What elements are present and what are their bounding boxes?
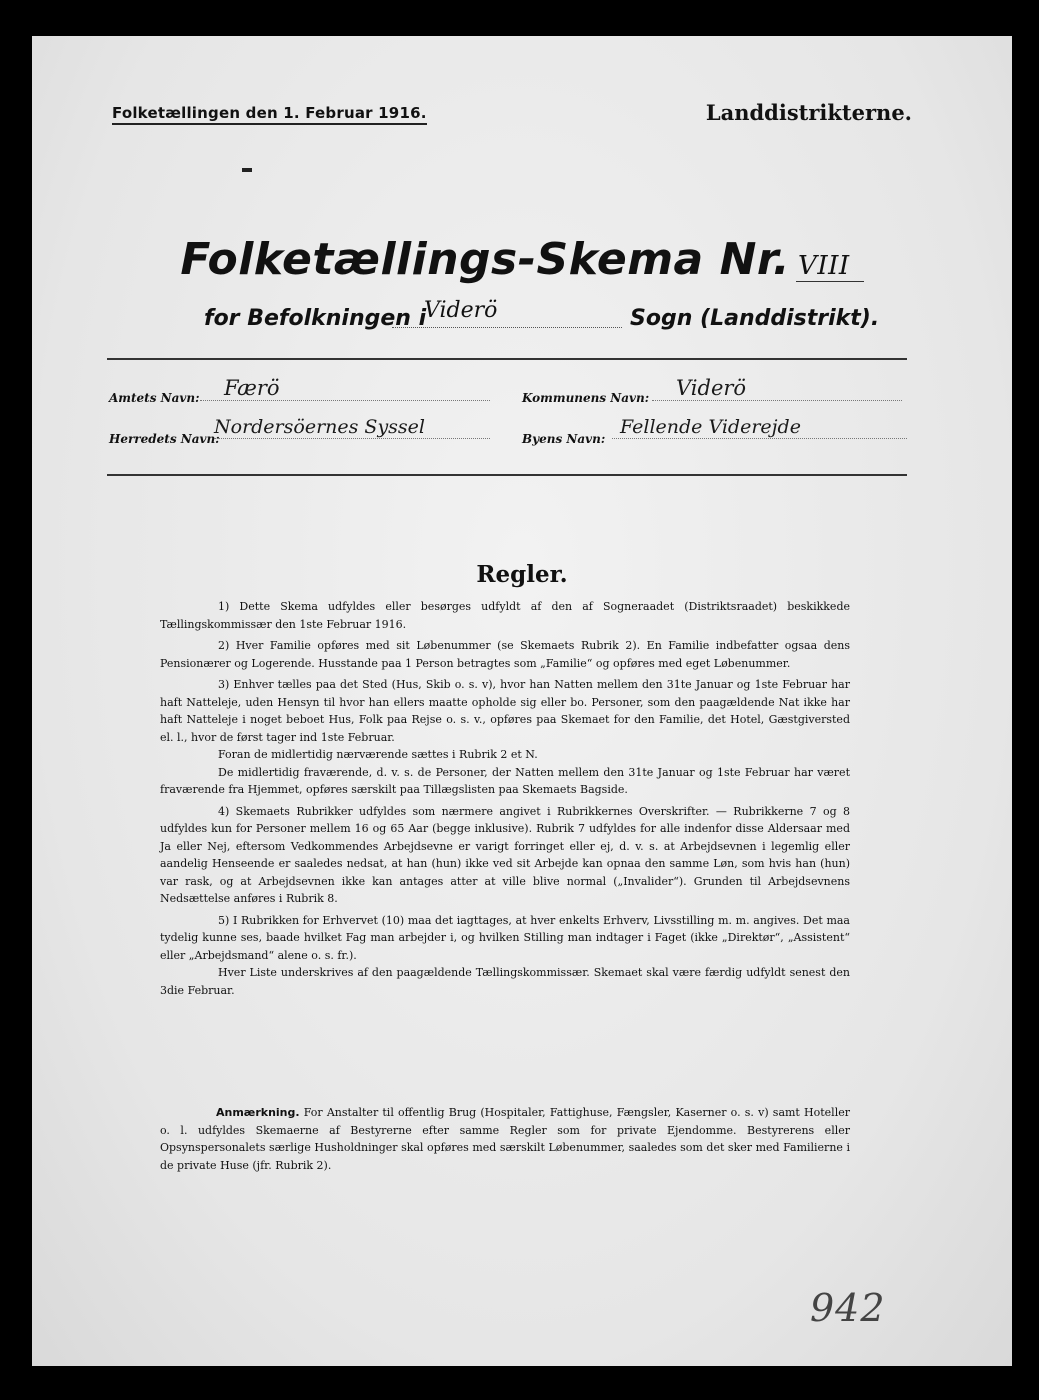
parish-value: Viderö <box>392 298 622 328</box>
rule-paragraph: 3) Enhver tælles paa det Sted (Hus, Skib o. s. v), hvor han Natten mellem den 31te Januar og 1ste Februar har haft Natteleje, uden Hensyn til hvor han ellers maatte opholde sig eller bo. Personer, som den paagældende Nat ikke har haft Natteleje i noget beboet Hus, Folk paa Rejse o. s. v., opføres paa Skemaet for den Familie, det Hotel, Gæstgiversted el. l., hvor de først tager ind 1ste Februar. <box>160 678 850 744</box>
rule-paragraph: 4) Skemaets Rubrikker udfyldes som nærmere angivet i Rubrikkernes Overskrifter. — Rubrikkerne 7 og 8 udfyldes kun for Personer mellem 16 og 65 Aar (begge inklusive). Rubrik 7 udfyldes for alle indenfor disse Aldersaar med Ja eller Nej, eftersom Vedkommendes Arbejdsevne er varigt forringet eller ej, d. v. s. at Arbejdsevnen i legemlig eller aandelig Henseende er saaledes nedsat, at han (hun) ikke ved sit Arbejde kan opnaa den samme Løn, som hvis han (hun) var rask, og at Arbejdsevnen ikke kan antages atter at ville blive normal („Invalider“). Grunden til Arbejdsevnens Nedsættelse anføres i Rubrik 8. <box>160 804 850 905</box>
by-value: Fellende Viderejde <box>612 416 907 439</box>
amt-value: Færö <box>200 376 490 401</box>
population-label: for Befolkningen i <box>204 306 427 331</box>
rule-paragraph: 1) Dette Skema udfyldes eller besørges udfyldt af den af Sogneraadet (Distriktsraadet) beskikkede Tællingskommissær den 1ste Februar 1916. <box>160 600 850 631</box>
ink-mark <box>242 168 252 172</box>
rule-paragraph: 2) Hver Familie opføres med sit Løbenummer (se Skemaets Rubrik 2). En Familie indbefatter ogsaa dens Pensionærer og Logerende. Husstande paa 1 Person betragtes som „Familie“ og opføres med eget Løbenummer. <box>160 639 850 670</box>
rule-paragraph: Hver Liste underskrives af den paagældende Tællingskommissær. Skemaet skal være færdig udfyldt senest den 3die Februar. <box>160 966 850 997</box>
divider-bottom <box>107 474 907 476</box>
rules-heading: Regler. <box>476 561 568 588</box>
census-form-page <box>32 36 1012 1366</box>
remark-text: For Anstalter til offentlig Brug (Hospitaler, Fattighuse, Fængsler, Kaserner o. s. v) samt Hoteller o. l. udfyldes Skemaerne af Bestyrerne efter samme Regler som for private Ejendomme. Bestyrerens eller Opsynspersonalets særlige Husholdninger skal opføres med særskilt Løbenummer, saaledes som det sker med Familierne i de private Huse (jfr. Rubrik 2). <box>160 1106 850 1172</box>
by-label: Byens Navn: <box>522 432 606 446</box>
rules-body <box>160 598 850 1003</box>
remark-section <box>160 1104 850 1174</box>
district-type-header: Landdistrikterne. <box>705 100 912 125</box>
amt-label: Amtets Navn: <box>109 391 200 405</box>
rule-paragraph: Foran de midlertidig nærværende sættes i Rubrik 2 et N. <box>218 748 538 761</box>
herred-value: Nordersöernes Syssel <box>214 416 490 439</box>
form-title-text: Folketællings-Skema Nr. <box>180 234 791 285</box>
form-title <box>32 234 1012 285</box>
parish-suffix: Sogn (Landdistrikt). <box>630 306 880 331</box>
herred-label: Herredets Navn: <box>109 432 220 446</box>
rule-paragraph: De midlertidig fraværende, d. v. s. de Personer, der Natten mellem den 31te Januar og 1ste Februar har været fraværende fra Hjemmet, opføres særskilt paa Tillægslisten paa Skemaets Bagside. <box>160 765 850 796</box>
kommune-label: Kommunens Navn: <box>522 391 650 405</box>
remark-label: Anmærkning. <box>216 1106 300 1119</box>
rule-paragraph: 5) I Rubrikken for Erhvervet (10) maa det iagttages, at hver enkelts Erhverv, Livsstilling m. m. angives. Det maa tydelig kunne ses, baade hvilket Fag man arbejder i, og hvilken Stilling man indtager i Faget (ikke „Direktør“, „Assistent“ eller „Arbejdsmand“ alene o. s. fr.). <box>160 913 850 962</box>
handwritten-page-number: 942 <box>810 1286 886 1330</box>
form-number: VIII <box>796 251 864 282</box>
divider-top <box>107 358 907 360</box>
kommune-value: Viderö <box>652 376 902 401</box>
census-date-header: Folketællingen den 1. Februar 1916. <box>112 104 427 125</box>
